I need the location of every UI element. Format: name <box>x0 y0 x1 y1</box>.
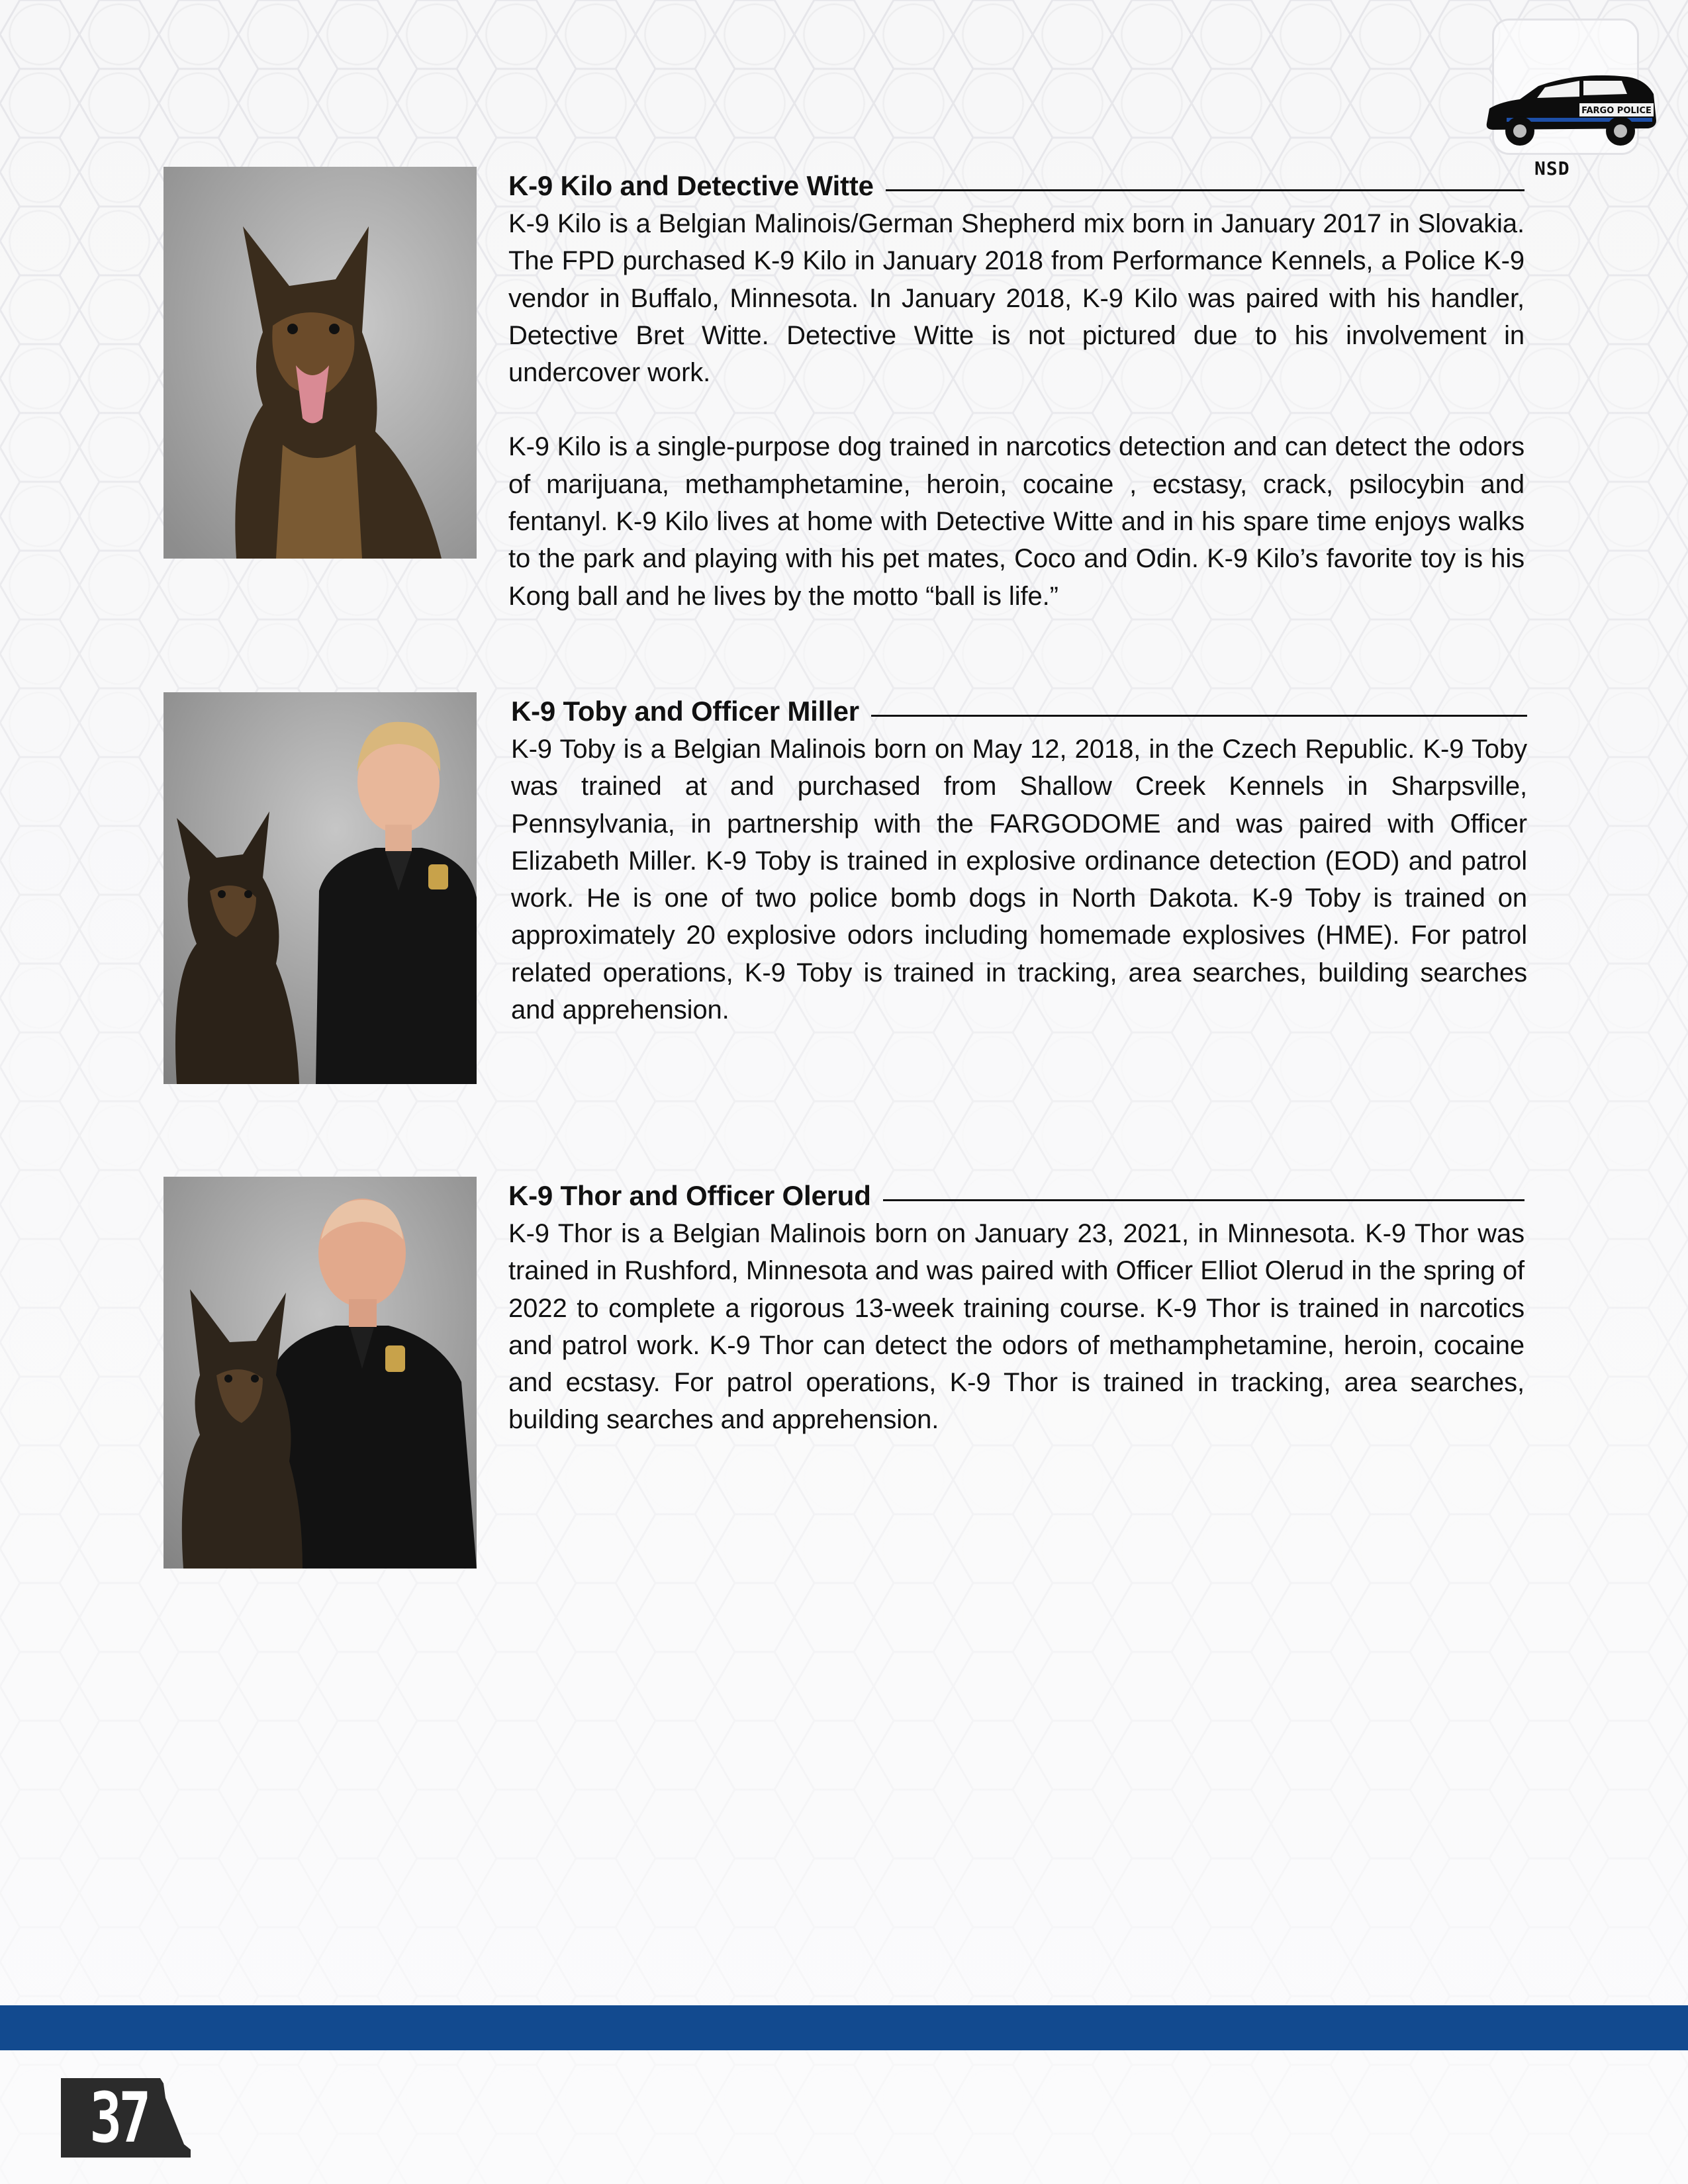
k9-thor-officer-olerud-photo <box>164 1177 477 1569</box>
k9-toby-photo-illustration <box>164 692 477 1084</box>
footer-band <box>0 2005 1688 2050</box>
heading-rule <box>883 1199 1524 1201</box>
section-paragraph: K-9 Kilo is a Belgian Malinois/German Shepherd mix born in January 2017 in Slovakia. The FPD purchased K-9 Kilo in January 2018 from Performance Kennels, a Police K-9 vendor in Buffalo, Minnesota. In January 2018, K-9 Kilo was paired with his handler, Detective Bret Witte. Detective Witte is not pictured due to his involvement in undercover work. <box>508 209 1524 388</box>
page-number: 37 <box>89 2077 148 2158</box>
k9-thor-section <box>508 1177 1524 1439</box>
section-heading-row <box>508 1177 1524 1215</box>
section-heading-row <box>511 692 1527 731</box>
heading-rule <box>886 189 1524 191</box>
k9-thor-photo-illustration <box>164 1177 477 1569</box>
heading-rule <box>871 715 1527 717</box>
section-heading: K-9 Thor and Officer Olerud <box>508 1180 871 1211</box>
section-heading: K-9 Toby and Officer Miller <box>511 696 859 727</box>
k9-kilo-photo-illustration <box>164 167 477 559</box>
k9-kilo-photo <box>164 167 477 559</box>
police-car-icon <box>1480 65 1659 158</box>
k9-toby-officer-miller-photo <box>164 692 477 1084</box>
k9-kilo-section <box>508 167 1524 615</box>
section-heading: K-9 Kilo and Detective Witte <box>508 170 874 201</box>
section-heading-row <box>508 167 1524 205</box>
section-paragraph: K-9 Thor is a Belgian Malinois born on January 23, 2021, in Minnesota. K-9 Thor was trained in Rushford, Minnesota and was paired with Officer Elliot Olerud in the spring of 2022 to complete a rigorous 13-week training course. K-9 Thor is trained in narcotics and patrol work. K-9 Thor can detect the odors of methamphetamine, heroin, cocaine and ecstasy. For patrol operations, K-9 Thor is trained in tracking, area searches, building searches and apprehension. <box>508 1219 1524 1435</box>
fargo-police-car-badge <box>1480 19 1652 179</box>
section-paragraph: K-9 Kilo is a single-purpose dog trained in narcotics detection and can detect the odors of marijuana, methamphetamine, heroin, cocaine , ecstasy, crack, psilocybin and fentanyl. K-9 Kilo lives at home with Detective Witte and in his spare time enjoys walks to the park and playing with his pet mates, Coco and Odin. K-9 Kilo’s favorite toy is his Kong ball and he lives by the motto “ball is life.” <box>508 432 1524 611</box>
k9-toby-section <box>511 692 1527 1028</box>
division-label: NSD <box>1534 158 1570 179</box>
car-door-text: FARGO POLICE <box>1581 106 1652 116</box>
section-paragraph: K-9 Toby is a Belgian Malinois born on May 12, 2018, in the Czech Republic. K-9 Toby was trained at and purchased from Shallow Creek Kennels in Sharpsville, Pennsylvania, in partnership with the FARGODOME and was paired with Officer Elizabeth Miller. K-9 Toby is trained in explosive ordinance detection (EOD) and patrol work. He is one of two police bomb dogs in North Dakota. K-9 Toby is trained on approximately 20 explosive odors including homemade explosives (HME). For patrol related operations, K-9 Toby is trained in tracking, area searches, building searches and apprehension. <box>511 735 1527 1025</box>
